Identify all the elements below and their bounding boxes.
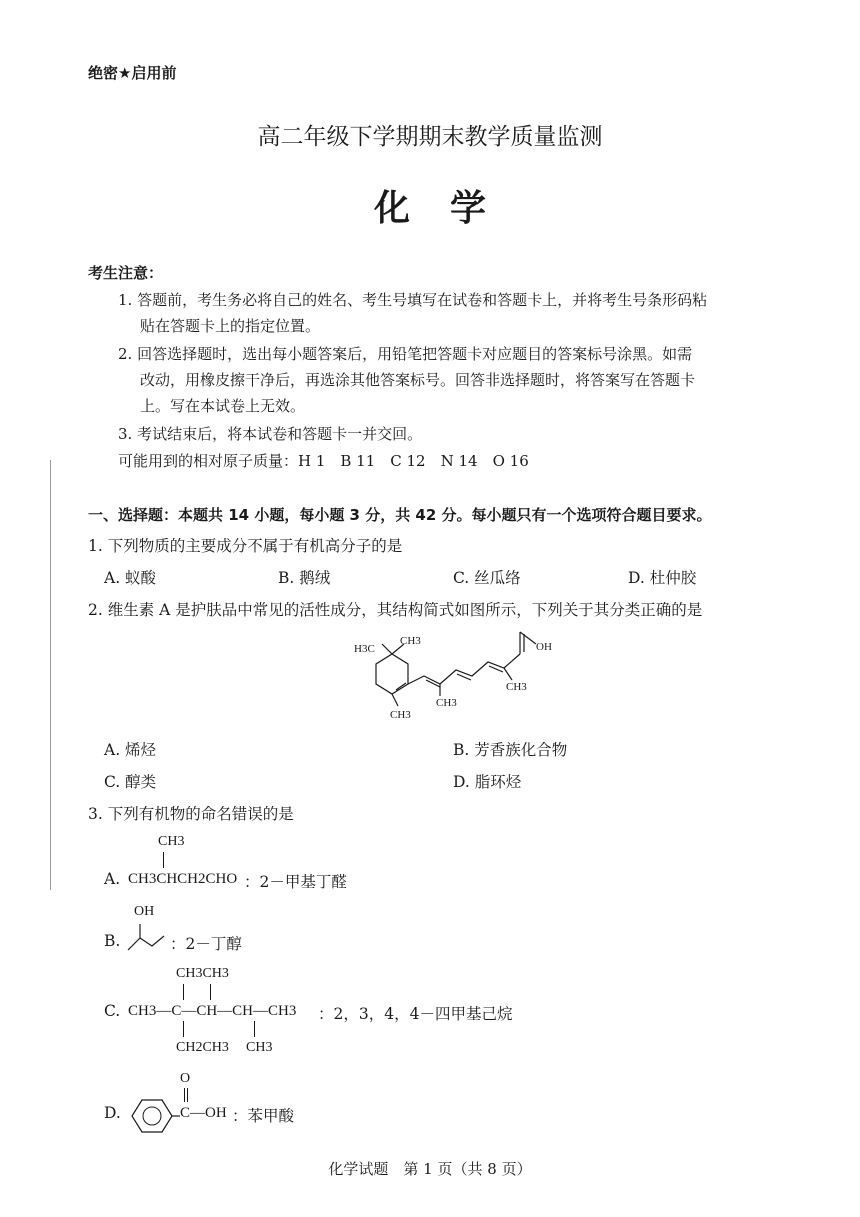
q3b-oh: OH [134,904,155,919]
page-footer: 化学试题 第 1 页（共 8 页） [328,1160,532,1178]
label-ch3-top: CH3 [400,635,421,647]
q3d-name: ：苯甲酸 [232,1107,295,1125]
label-h3c: H3C [354,643,375,655]
benzene-ring-icon [124,1096,180,1136]
subject-title: 化学 [373,188,526,229]
q3c-name: ：2，3，4，4－四甲基己烷 [318,1005,513,1023]
notice-item-3: 3. 考试结束后，将本试卷和答题卡一并交回。 [118,425,423,443]
q3a-bond [163,852,164,868]
q2-option-c: C. 醇类 [104,773,157,791]
q3d-o: O [180,1071,191,1086]
q1-option-c: C. 丝瓜络 [453,569,521,587]
q3c-letter: C. [104,1002,121,1020]
label-ch3-ring: CH3 [390,709,411,721]
q3a-branch: CH3 [158,834,185,849]
q3d-double-bond-1 [184,1088,185,1102]
notice-item-2-cont: 改动，用橡皮擦干净后，再选涂其他答案标号。回答非选择题时，将答案写在答题卡 [140,371,696,389]
q1-option-a: A. 蚁酸 [104,569,157,587]
q3d-double-bond-2 [187,1088,188,1102]
q2-option-d: D. 脂环烃 [453,773,522,791]
label-ch3-chain1: CH3 [436,697,457,709]
q3c-main: CH3—C—CH—CH—CH3 [128,1003,297,1019]
q3c-bond-top2 [210,984,211,1000]
margin-line [50,460,51,890]
q3-stem: 3. 下列有机物的命名错误的是 [88,805,294,823]
q3c-top: CH3CH3 [176,966,229,981]
notice-item-2: 2. 回答选择题时，选出每小题答案后，用铅笔把答题卡对应题目的答案标号涂黑。如需 [118,345,693,363]
exam-title: 高二年级下学期期末教学质量监测 [257,124,603,150]
q3a-letter: A. [104,870,121,888]
section-heading: 一、选择题：本题共 14 小题，每小题 3 分，共 42 分。每小题只有一个选项符合题目要求。 [88,506,712,524]
q2-option-a: A. 烯烃 [104,741,157,759]
notice-item-2-cont2: 上。写在本试卷上无效。 [140,397,306,415]
q3d-group: C—OH [180,1105,227,1121]
q3c-bottom2: CH3 [246,1040,273,1055]
q1-option-d: D. 杜仲胶 [628,569,697,587]
q2-stem: 2. 维生素 A 是护肤品中常见的活性成分，其结构简式如图所示，下列关于其分类正确的是 [88,601,703,619]
notice-item-1-cont: 贴在答题卡上的指定位置。 [140,317,321,335]
q3a-name: ：2－甲基丁醛 [244,873,347,891]
notice-heading: 考生注意： [88,264,164,282]
q3c-bottom1: CH2CH3 [176,1040,229,1055]
label-ch3-chain2: CH3 [506,681,527,693]
q1-stem: 1. 下列物质的主要成分不属于有机高分子的是 [88,537,403,555]
q3d-letter: D. [104,1104,121,1122]
secret-label: 绝密★启用前 [88,64,177,82]
q3c-bond-top1 [183,984,184,1000]
q2-option-b: B. 芳香族化合物 [453,741,568,759]
q1-option-b: B. 鹅绒 [278,569,331,587]
vitamin-a-structure [350,622,550,730]
q3b-letter: B. [104,932,121,950]
atomic-mass-line: 可能用到的相对原子质量：H 1 B 11 C 12 N 14 O 16 [118,452,529,470]
notice-item-1: 1. 答题前，考生务必将自己的姓名、考生号填写在试卷和答题卡上，并将考生号条形码粘 [118,291,708,309]
q3c-bond-bottom2 [254,1021,255,1037]
q3a-formula: CH3CHCH2CHO [128,871,238,887]
q3b-name: ：2－丁醇 [170,935,242,953]
label-oh: OH [536,641,552,653]
q3c-bond-bottom1 [183,1021,184,1037]
q3b-skeleton [124,920,170,954]
